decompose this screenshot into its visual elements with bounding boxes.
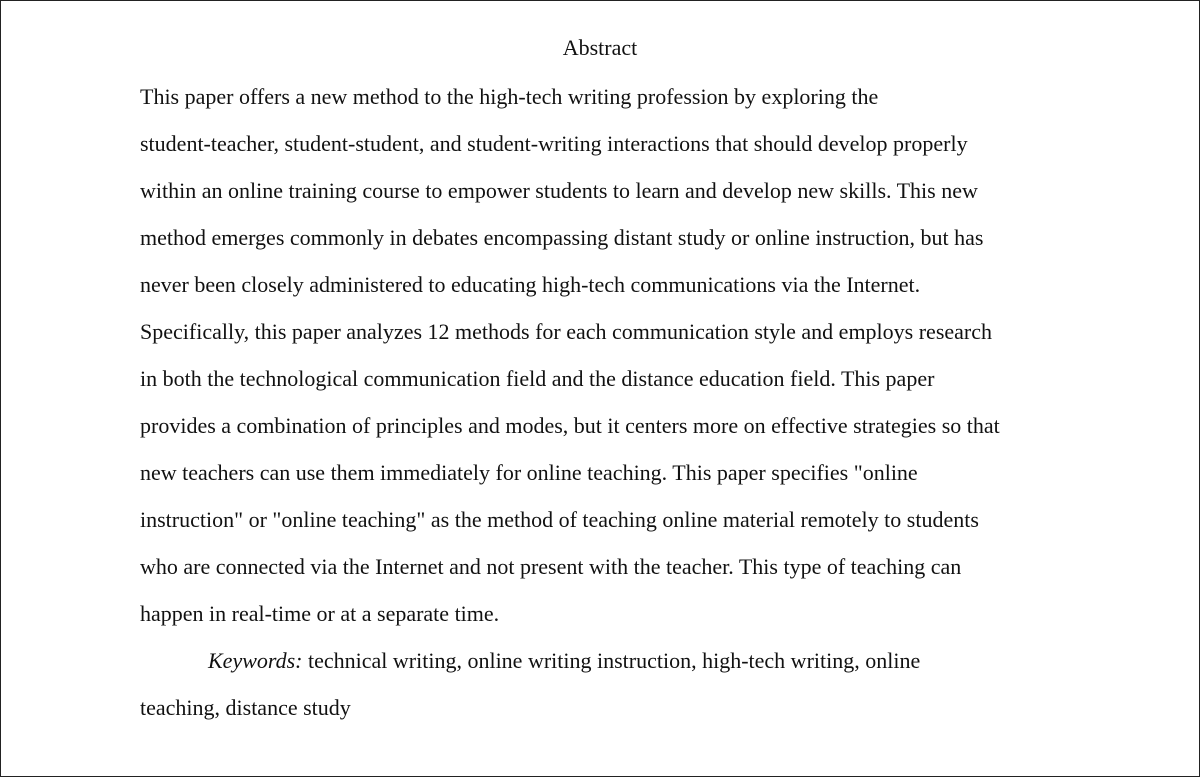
abstract-line-10: instruction" or "online teaching" as the method of teaching online material remotely to students <box>140 507 979 532</box>
abstract-line-9: new teachers can use them immediately for online teaching. This paper specifies "online <box>140 460 918 485</box>
abstract-line-7: in both the technological communication field and the distance education field. This paper <box>140 366 935 391</box>
abstract-line-3: within an online training course to empower students to learn and develop new skills. This new <box>140 178 978 203</box>
abstract-line-8: provides a combination of principles and modes, but it centers more on effective strategies so that <box>140 413 1000 438</box>
abstract-line-12: happen in real-time or at a separate time. <box>140 601 500 626</box>
abstract-line-6: Specifically, this paper analyzes 12 methods for each communication style and employs research <box>140 319 993 344</box>
abstract-line-2: student-teacher, student-student, and student-writing interactions that should develop properly <box>140 131 968 156</box>
keywords-label: Keywords: <box>208 648 303 673</box>
abstract-line-5: never been closely administered to educating high-tech communications via the Internet. <box>140 272 921 297</box>
keywords-line-2: teaching, distance study <box>140 695 351 720</box>
keywords-text-1: technical writing, online writing instruction, high-tech writing, online <box>302 648 921 673</box>
keywords-line-1 <box>208 647 920 675</box>
abstract-line-4: method emerges commonly in debates encompassing distant study or online instruction, but has <box>140 225 984 250</box>
abstract-line-11: who are connected via the Internet and not present with the teacher. This type of teaching can <box>140 554 962 579</box>
abstract-line-1: This paper offers a new method to the high-tech writing profession by exploring the <box>140 84 879 109</box>
abstract-heading: Abstract <box>562 35 638 60</box>
